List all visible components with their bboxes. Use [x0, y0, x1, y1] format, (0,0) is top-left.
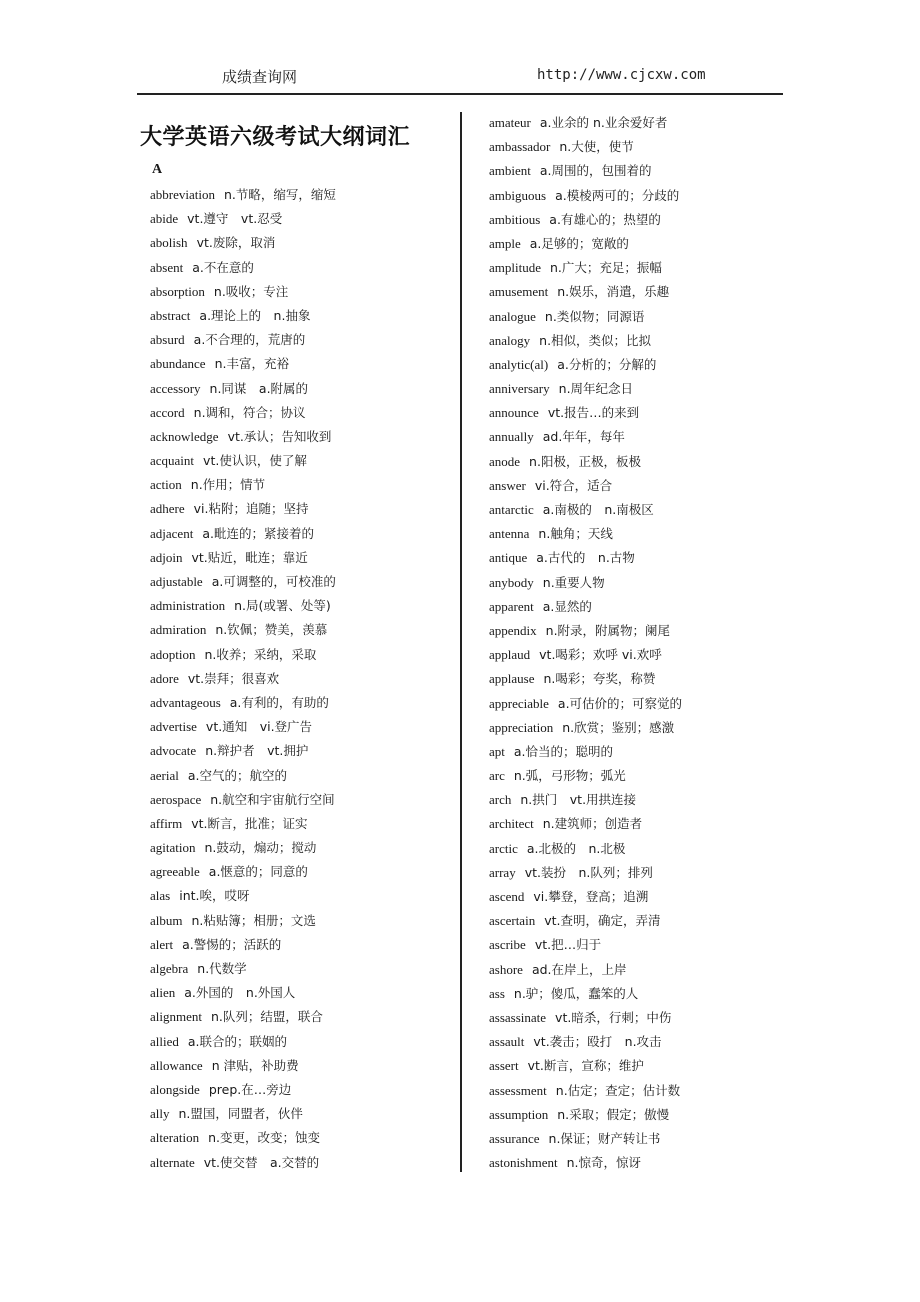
vocab-word: ashore	[489, 961, 523, 977]
vocab-definition: n.调和，符合；协议	[193, 404, 306, 420]
header-rule	[137, 93, 783, 95]
vocab-word: ambassador	[489, 139, 551, 155]
vocab-definition: vt.使认识，使了解	[203, 453, 307, 469]
section-letter: A	[152, 162, 163, 177]
vocab-entry	[489, 643, 789, 667]
vocab-entry	[150, 473, 450, 497]
vocab-entry	[489, 933, 789, 957]
vocab-word: ambitious	[489, 211, 541, 227]
vocab-entry	[150, 280, 450, 304]
vocab-entry	[489, 692, 789, 716]
vocab-word: alongside	[150, 1081, 200, 1097]
vocab-entry	[150, 812, 450, 836]
vocab-definition: vt.断言，批准；证实	[191, 815, 308, 831]
vocab-entry	[150, 183, 450, 207]
header-site-name: 成绩查询网	[222, 68, 298, 86]
vocab-entry	[150, 256, 450, 280]
vocab-definition: a.有雄心的；热望的	[549, 211, 661, 227]
vocab-entry	[150, 957, 450, 981]
vocab-definition: vt.使交替 a.交替的	[203, 1154, 320, 1170]
vocab-entry	[150, 497, 450, 521]
vocab-entry	[489, 1054, 789, 1078]
vocab-word: advantageous	[150, 694, 221, 710]
vocab-word: absorption	[150, 283, 205, 299]
vocab-word: allowance	[150, 1057, 203, 1073]
vocab-definition: vt.遵守 vt.忍受	[187, 211, 283, 227]
vocab-list-left	[150, 183, 450, 1175]
vocab-word: allied	[150, 1033, 179, 1049]
vocab-definition: a.分析的；分解的	[557, 356, 657, 372]
vocab-entry	[150, 1030, 450, 1054]
vocab-definition: a.足够的；宽敞的	[529, 235, 629, 251]
vocab-entry	[150, 764, 450, 788]
vocab-definition: vt.废除，取消	[196, 235, 276, 251]
vocab-definition: a.模棱两可的；分歧的	[555, 187, 680, 203]
vocab-word: ally	[150, 1106, 170, 1122]
vocab-word: affirm	[150, 815, 183, 831]
vocab-entry	[489, 788, 789, 812]
vocab-definition: vt.袭击；殴打 n.攻击	[533, 1034, 662, 1050]
vocab-entry	[489, 474, 789, 498]
vocab-entry	[489, 353, 789, 377]
vocab-entry	[489, 837, 789, 861]
vocab-entry	[150, 715, 450, 739]
vocab-definition: n.作用；情节	[190, 477, 266, 493]
vocab-entry	[150, 546, 450, 570]
vocab-word: appreciable	[489, 695, 549, 711]
vocab-definition: vt.喝彩；欢呼 vi.欢呼	[539, 647, 662, 663]
vocab-definition: n.盟国，同盟者，伙伴	[178, 1106, 303, 1122]
vocab-word: action	[150, 477, 182, 493]
vocab-word: algebra	[150, 961, 189, 976]
vocab-word: assessment	[489, 1082, 547, 1098]
vocab-word: amateur	[489, 115, 531, 130]
vocab-word: assert	[489, 1058, 519, 1074]
vocab-word: agreeable	[150, 864, 200, 880]
vocab-word: anniversary	[489, 381, 550, 397]
vocab-word: adhere	[150, 501, 185, 517]
vocab-word: adjoin	[150, 549, 183, 565]
vocab-entry	[489, 571, 789, 595]
vocab-word: agitation	[150, 840, 196, 856]
vocab-word: arc	[489, 768, 505, 784]
vocab-entry	[150, 1005, 450, 1029]
vocab-entry	[150, 788, 450, 812]
vocab-definition: vt.把…归于	[534, 937, 602, 953]
page-title: 大学英语六级考试大纲词汇	[140, 125, 411, 150]
vocab-word: analogue	[489, 308, 536, 324]
vocab-entry	[489, 256, 789, 280]
vocab-definition: n.拱门 vt.用拱连接	[520, 792, 637, 808]
vocab-word: absurd	[150, 332, 185, 348]
vocab-entry	[150, 618, 450, 642]
vocab-entry	[489, 667, 789, 691]
vocab-definition: n.鼓动，煽动；搅动	[204, 840, 317, 856]
vocab-definition: a.古代的 n.古物	[536, 550, 635, 566]
vocab-definition: vt.贴近，毗连；靠近	[191, 549, 308, 565]
vocab-word: advocate	[150, 743, 197, 759]
vocab-word: applaud	[489, 647, 531, 663]
vocab-entry	[489, 1151, 789, 1175]
vocab-definition: n.节略，缩写，缩短	[223, 187, 336, 202]
vocab-definition: n 津贴，补助费	[211, 1057, 299, 1073]
vocab-word: amusement	[489, 284, 549, 300]
vocab-definition: prep.在…旁边	[208, 1081, 292, 1097]
vocab-entry	[489, 498, 789, 522]
vocab-word: applause	[489, 671, 535, 687]
vocab-definition: n.相似，类似；比拟	[539, 332, 652, 348]
vocab-entry	[150, 425, 450, 449]
vocab-definition: n.阳极，正极，板极	[529, 453, 641, 469]
vocab-word: arctic	[489, 840, 518, 856]
vocab-definition: a.可调整的，可校准的	[211, 574, 336, 589]
vocab-entry	[150, 860, 450, 884]
vocab-entry	[489, 425, 789, 449]
vocab-definition: a.空气的；航空的	[187, 767, 288, 783]
vocab-entry	[150, 933, 450, 957]
vocab-entry	[489, 861, 789, 885]
vocab-entry	[489, 208, 789, 232]
vocab-definition: vt.崇拜；很喜欢	[187, 670, 280, 686]
vocab-entry	[489, 740, 789, 764]
vocab-word: ascend	[489, 889, 525, 904]
column-divider	[460, 112, 462, 1172]
vocab-definition: n.喝彩；夸奖，称赞	[543, 671, 656, 687]
vocab-word: astonishment	[489, 1155, 558, 1171]
vocab-entry	[489, 619, 789, 643]
vocab-definition: a.有利的，有助的	[229, 694, 329, 710]
vocab-word: appreciation	[489, 719, 554, 735]
vocab-word: answer	[489, 477, 526, 493]
vocab-word: alteration	[150, 1130, 200, 1146]
vocab-entry	[150, 667, 450, 691]
vocab-word: advertise	[150, 719, 197, 735]
vocab-word: adore	[150, 670, 179, 686]
vocab-word: alert	[150, 936, 174, 952]
vocab-definition: a.惬意的；同意的	[208, 864, 308, 880]
vocab-definition: a.周围的，包围着的	[539, 163, 652, 179]
vocab-word: accessory	[150, 380, 201, 396]
vocab-word: alien	[150, 985, 176, 1001]
vocab-entry	[489, 305, 789, 329]
vocab-definition: vt.暗杀，行刺；中伤	[555, 1009, 672, 1025]
vocab-definition: n.广大；充足；振幅	[550, 260, 662, 276]
vocab-word: acknowledge	[150, 428, 219, 444]
vocab-definition: a.毗连的；紧接着的	[202, 525, 314, 541]
vocab-definition: a.理论上的 n.抽象	[199, 307, 311, 323]
vocab-word: album	[150, 912, 183, 928]
vocab-word: assurance	[489, 1130, 540, 1146]
vocab-word: array	[489, 864, 516, 880]
vocab-definition: a.可估价的；可察觉的	[557, 695, 683, 711]
vocab-word: architect	[489, 816, 534, 832]
vocab-word: annually	[489, 429, 534, 445]
vocab-entry	[489, 982, 789, 1006]
vocab-entry	[489, 522, 789, 546]
vocab-entry	[489, 1030, 789, 1054]
vocab-word: ample	[489, 235, 521, 251]
vocab-definition: n.重要人物	[542, 574, 605, 590]
vocab-entry	[489, 909, 789, 933]
vocab-word: administration	[150, 598, 226, 614]
vocab-entry	[150, 909, 450, 933]
vocab-entry	[150, 304, 450, 328]
vocab-definition: n.估定；查定；估计数	[555, 1082, 681, 1098]
vocab-entry	[489, 958, 789, 982]
vocab-definition: n.建筑师；创造者	[542, 816, 643, 832]
vocab-definition: n.粘贴簿；相册；文选	[191, 912, 316, 928]
vocab-entry	[150, 643, 450, 667]
vocab-entry	[150, 739, 450, 763]
vocab-entry	[489, 111, 789, 135]
vocab-word: ascribe	[489, 937, 526, 953]
vocab-word: aerospace	[150, 791, 202, 807]
vocab-entry	[150, 231, 450, 255]
vocab-entry	[150, 981, 450, 1005]
vocab-entry	[489, 1127, 789, 1151]
vocab-definition: vi.攀登，登高；追溯	[533, 889, 649, 904]
vocab-definition: vt.查明，确定，弄清	[544, 913, 661, 929]
vocab-entry	[150, 691, 450, 715]
vocab-word: antenna	[489, 526, 530, 542]
vocab-word: amplitude	[489, 260, 541, 276]
vocab-definition: vt.断言，宣称；维护	[527, 1058, 644, 1074]
vocab-word: ambient	[489, 163, 531, 179]
vocab-definition: n.触角；天线	[538, 526, 613, 542]
vocab-entry	[150, 207, 450, 231]
vocab-word: acquaint	[150, 453, 195, 469]
vocab-word: assumption	[489, 1106, 549, 1122]
vocab-definition: vt.通知 vi.登广告	[205, 719, 313, 735]
vocab-definition: a.北极的 n.北极	[526, 840, 626, 856]
vocab-word: assassinate	[489, 1009, 547, 1025]
vocab-word: abundance	[150, 356, 206, 372]
vocab-definition: n.吸收；专注	[213, 283, 289, 299]
vocab-word: aerial	[150, 767, 179, 783]
vocab-word: abstract	[150, 307, 191, 323]
vocab-entry	[489, 595, 789, 619]
vocab-definition: a.恰当的；聪明的	[513, 743, 614, 759]
vocab-definition: n.航空和宇宙航行空间	[210, 791, 335, 807]
vocab-word: alas	[150, 888, 171, 904]
vocab-entry	[489, 716, 789, 740]
vocab-definition: n.大使，使节	[559, 139, 634, 155]
vocab-definition: a.警惕的；活跃的	[182, 936, 282, 952]
vocab-definition: n.娱乐，消遣，乐趣	[557, 284, 670, 300]
vocab-word: abbreviation	[150, 187, 215, 202]
vocab-entry	[489, 280, 789, 304]
vocab-definition: n.代数学	[197, 961, 247, 976]
vocab-entry	[150, 570, 450, 594]
vocab-entry	[150, 836, 450, 860]
vocab-word: abide	[150, 211, 179, 227]
vocab-entry	[150, 1102, 450, 1126]
vocab-definition: vi.粘附；追随；坚持	[193, 501, 309, 517]
vocab-definition: n.丰富，充裕	[214, 356, 289, 372]
vocab-word: apt	[489, 743, 505, 759]
vocab-word: announce	[489, 405, 539, 421]
vocab-definition: a.南极的 n.南极区	[542, 502, 654, 517]
vocab-entry	[489, 184, 789, 208]
vocab-entry	[489, 329, 789, 353]
vocab-word: arch	[489, 792, 512, 808]
vocab-word: adjacent	[150, 525, 194, 541]
vocab-word: anode	[489, 453, 521, 469]
vocab-entry	[150, 352, 450, 376]
vocab-entry	[150, 449, 450, 473]
vocab-definition: n.欣赏；鉴别；感激	[562, 719, 675, 735]
vocab-definition: n.保证；财产转让书	[548, 1130, 661, 1146]
vocab-entry	[150, 401, 450, 425]
vocab-definition: int.唉，哎呀	[179, 888, 250, 904]
vocab-word: analytic(al)	[489, 356, 549, 372]
vocab-definition: n.队列；结盟，联合	[211, 1009, 323, 1025]
vocab-definition: n.驴；傻瓜，蠢笨的人	[513, 985, 639, 1001]
vocab-entry	[489, 546, 789, 570]
vocab-definition: a.不合理的，荒唐的	[193, 332, 306, 348]
vocab-word: ascertain	[489, 913, 536, 929]
vocab-word: adoption	[150, 646, 196, 662]
vocab-word: analogy	[489, 332, 531, 348]
vocab-entry	[489, 1079, 789, 1103]
vocab-word: assault	[489, 1034, 525, 1050]
vocab-word: absent	[150, 259, 184, 275]
vocab-definition: a.业余的 n.业余爱好者	[539, 115, 668, 130]
vocab-word: alternate	[150, 1154, 195, 1170]
vocab-entry	[489, 885, 789, 909]
vocab-word: ambiguous	[489, 187, 547, 203]
vocab-entry	[150, 377, 450, 401]
vocab-word: accord	[150, 404, 185, 420]
vocab-definition: a.显然的	[542, 598, 592, 614]
vocab-definition: a.不在意的	[192, 259, 254, 275]
vocab-definition: vi.符合，适合	[534, 477, 613, 493]
vocab-entry	[150, 522, 450, 546]
vocab-word: adjustable	[150, 574, 203, 589]
vocab-definition: n.弧，弓形物；弧光	[513, 768, 626, 784]
vocab-entry	[150, 594, 450, 618]
vocab-definition: n.局(或署、处等)	[234, 598, 331, 614]
vocab-entry	[489, 1006, 789, 1030]
vocab-entry	[150, 1054, 450, 1078]
vocab-word: antique	[489, 550, 528, 566]
vocab-entry	[489, 401, 789, 425]
vocab-entry	[150, 1151, 450, 1175]
vocab-entry	[150, 328, 450, 352]
vocab-word: anybody	[489, 574, 534, 590]
vocab-definition: n.采取；假定；傲慢	[557, 1106, 670, 1122]
vocab-word: ass	[489, 985, 505, 1001]
vocab-entry	[489, 159, 789, 183]
vocab-entry	[489, 1103, 789, 1127]
vocab-word: abolish	[150, 235, 188, 251]
vocab-entry	[150, 884, 450, 908]
vocab-definition: vt.报告…的来到	[547, 405, 640, 421]
vocab-entry	[150, 1078, 450, 1102]
vocab-definition: n.类似物；同源语	[544, 308, 645, 324]
vocab-definition: vt.承认；告知收到	[227, 428, 332, 444]
vocab-definition: n.附录，附属物；阑尾	[545, 622, 671, 638]
header-url: http://www.cjcxw.com	[537, 67, 706, 83]
vocab-definition: n.收养；采纳，采取	[204, 646, 317, 662]
vocab-definition: n.同谋 a.附属的	[209, 380, 309, 396]
vocab-entry	[489, 232, 789, 256]
vocab-word: apparent	[489, 598, 534, 614]
vocab-word: appendix	[489, 622, 537, 638]
vocab-definition: ad.在岸上，上岸	[531, 961, 627, 977]
vocab-definition: a.外国的 n.外国人	[184, 985, 296, 1001]
vocab-word: antarctic	[489, 502, 534, 517]
vocab-definition: n.钦佩；赞美，羡慕	[215, 622, 328, 638]
vocab-word: alignment	[150, 1009, 202, 1025]
vocab-definition: n.惊奇，惊讶	[566, 1155, 642, 1171]
vocab-list-right	[489, 111, 789, 1175]
vocab-entry	[489, 764, 789, 788]
vocab-entry	[489, 135, 789, 159]
vocab-definition: ad.年年，每年	[542, 429, 625, 445]
vocab-entry	[489, 812, 789, 836]
vocab-word: admiration	[150, 622, 207, 638]
vocab-entry	[150, 1126, 450, 1150]
vocab-definition: a.联合的；联姻的	[187, 1033, 288, 1049]
vocab-entry	[489, 450, 789, 474]
vocab-definition: n.变更，改变；蚀变	[208, 1130, 320, 1146]
vocab-definition: n.周年纪念日	[558, 381, 634, 397]
vocab-definition: n.辩护者 vt.拥护	[205, 743, 309, 759]
vocab-definition: vt.装扮 n.队列；排列	[524, 864, 653, 880]
vocab-entry	[489, 377, 789, 401]
